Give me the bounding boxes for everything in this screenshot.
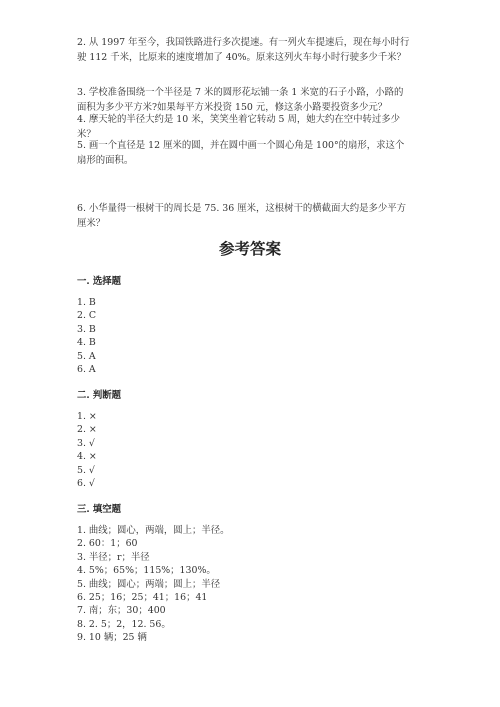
list-item: 4. B [77, 337, 96, 349]
list-item: 2. 60：1；60 [77, 538, 138, 550]
list-item: 5. √ [77, 464, 95, 476]
list-item: 7. 南；东；30；400 [77, 605, 166, 617]
list-item: 6. 25；16；25；41；16；41 [77, 592, 208, 604]
answer-key-title: 参考答案 [218, 239, 281, 258]
question-text-line: 厘米？ [77, 217, 106, 229]
list-item: 1. B [77, 297, 96, 308]
list-item: 1. 曲线；圆心，两端，圆上；半径。 [77, 525, 230, 536]
question-text-line: 面积为多少平方米?如果每平方米投资 150 元，修这条小路要投资多少元？ [77, 101, 388, 113]
question-text-line: 6. 小华量得一根树干的周长是 75. 36 厘米，这根树干的横截面大约是多少平方 [77, 203, 406, 214]
list-item: 9. 10 辆；25 辆 [77, 632, 147, 644]
choice-answer-list [77, 296, 96, 376]
list-item: 3. √ [77, 437, 95, 449]
list-item: 2. × [77, 424, 97, 436]
question-text-line: 4. 摩天轮的半径大约是 10 米，笑笑坐着它转动 5 周，她大约在空中转过多少 [77, 114, 400, 125]
fill-blank-answer-list [77, 524, 230, 645]
judgement-answer-list [77, 410, 97, 490]
list-item: 3. B [77, 323, 96, 335]
list-item: 1. × [77, 411, 97, 422]
question-6 [77, 202, 427, 231]
question-2 [77, 36, 427, 65]
section-heading-fill-blank: 三. 填空题 [77, 504, 122, 515]
question-text-line: 驶 112 千米，比原来的速度增加了 40%。原来这列火车每小时行驶多少千米？ [77, 51, 406, 63]
section-heading-judgement: 二. 判断题 [77, 390, 122, 401]
list-item: 5. A [77, 350, 96, 362]
question-3 [77, 86, 427, 115]
question-text-line: 3. 学校准备围绕一个半径是 7 米的圆形花坛铺一条 1 米宽的石子小路，小路的 [77, 87, 404, 98]
list-item: 8. 2. 5；2，12. 56。 [77, 618, 171, 630]
section-heading-choice: 一. 选择题 [77, 276, 122, 287]
question-5 [77, 139, 427, 168]
list-item: 5. 曲线；圆心；两端；圆上；半径 [77, 578, 221, 590]
question-text-line: 5. 画一个直径是 12 厘米的圆，并在圆中画一个圆心角是 100°的扇形，求这个 [77, 140, 405, 151]
question-text-line: 2. 从 1997 年至今，我国铁路进行多次提速。有一列火车提速后，现在每小时行 [77, 37, 410, 48]
question-4 [77, 113, 427, 142]
list-item: 4. 5%；65%；115%；130%。 [77, 565, 216, 577]
list-item: 6. A [77, 364, 96, 376]
list-item: 6. √ [77, 478, 95, 490]
question-text-line: 扇形的面积。 [77, 154, 134, 166]
list-item: 3. 半径；r；半径 [77, 551, 150, 563]
list-item: 4. × [77, 451, 97, 463]
question-text-line: 米？ [77, 128, 96, 140]
list-item: 2. C [77, 310, 97, 322]
